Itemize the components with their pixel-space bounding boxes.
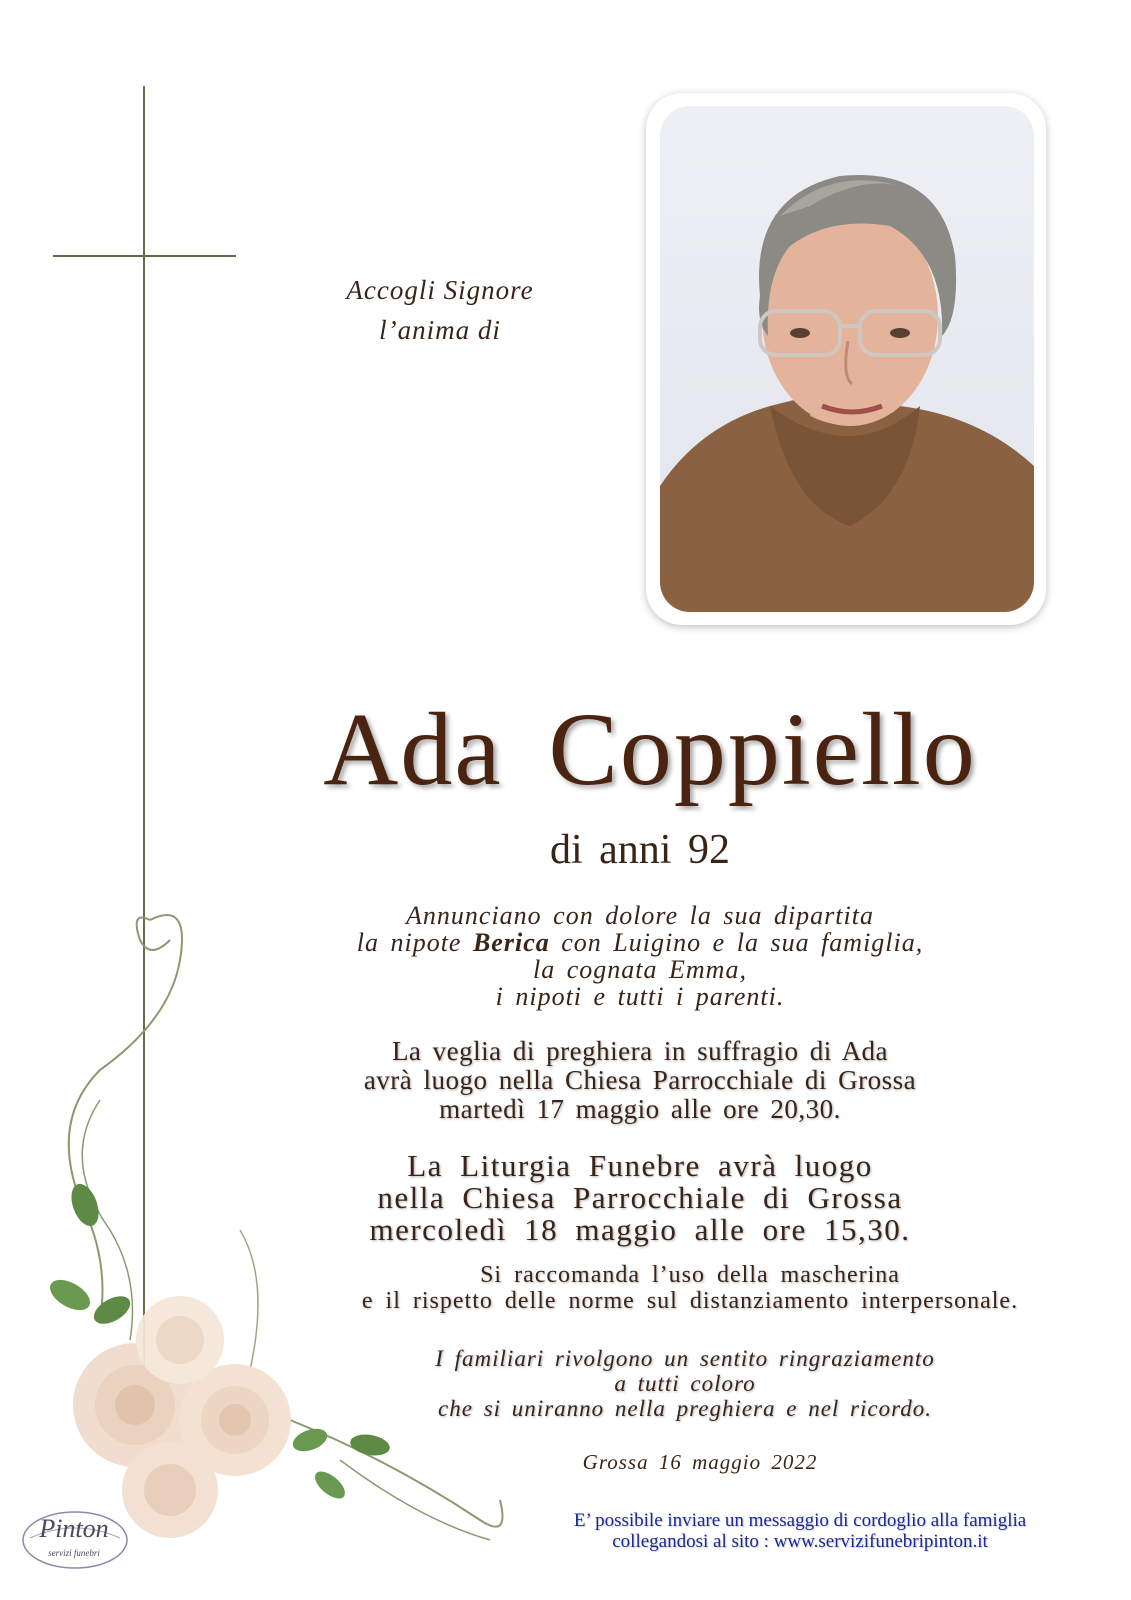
portrait-photo [660, 106, 1034, 612]
invocation-line-2: l’anima di [379, 315, 501, 345]
condolence-notice [500, 1510, 1100, 1552]
condolence-line-1: E’ possibile inviare un messaggio di cordoglio alla famiglia [573, 1510, 1027, 1531]
invocation [300, 270, 580, 350]
place-date: Grossa 16 maggio 2022 [582, 1450, 818, 1474]
announcement-line-2-pre: la nipote [356, 928, 473, 957]
announcement-line-3: la cognata Emma, [533, 955, 747, 984]
mask-line-1: Si raccomanda l’uso della mascherina [480, 1262, 900, 1288]
announcement-line-4: i nipoti e tutti i parenti. [495, 982, 785, 1011]
rose-decoration-icon [40, 900, 560, 1590]
thanks-line-1: I familiari rivolgono un sentito ringraziamento [435, 1346, 935, 1371]
announcement-line-2-post: con Luigino e la sua famiglia, [549, 928, 924, 957]
portrait-illustration [660, 106, 1034, 612]
thanks-line-2: a tutti coloro [614, 1371, 756, 1396]
condolence-line-2[interactable]: collegandosi al sito : www.servizifunebripinton.it [612, 1531, 988, 1552]
vigil-line-2: avrà luogo nella Chiesa Parrocchiale di Grossa [363, 1065, 917, 1095]
liturgy-line-2: nella Chiesa Parrocchiale di Grossa [377, 1180, 903, 1215]
logo-subtitle: servizi funebri [48, 1548, 100, 1558]
deceased-age: di anni 92 [550, 827, 730, 873]
thanks-line-3: che si uniranno nella preghiera e nel ricordo. [438, 1396, 932, 1421]
vigil-line-1: La veglia di preghiera in suffragio di Ada [391, 1036, 889, 1066]
liturgy-line-1: La Liturgia Funebre avrà luogo [407, 1148, 873, 1183]
announcement-niece-name: Berica [472, 928, 550, 957]
deceased-name: Ada Coppiello [323, 692, 977, 807]
mask-line-2: e il rispetto delle norme sul distanziamento interpersonale. [361, 1288, 1019, 1314]
vigil-line-3: martedì 17 maggio alle ore 20,30. [439, 1094, 841, 1124]
invocation-line-1: Accogli Signore [346, 275, 534, 305]
logo-name: Pinton [39, 1514, 109, 1543]
announcement-line-1: Annunciano con dolore la sua dipartita [406, 901, 874, 930]
liturgy-line-3: mercoledì 18 maggio alle ore 15,30. [369, 1212, 911, 1247]
cross-icon-horizontal [53, 255, 236, 257]
